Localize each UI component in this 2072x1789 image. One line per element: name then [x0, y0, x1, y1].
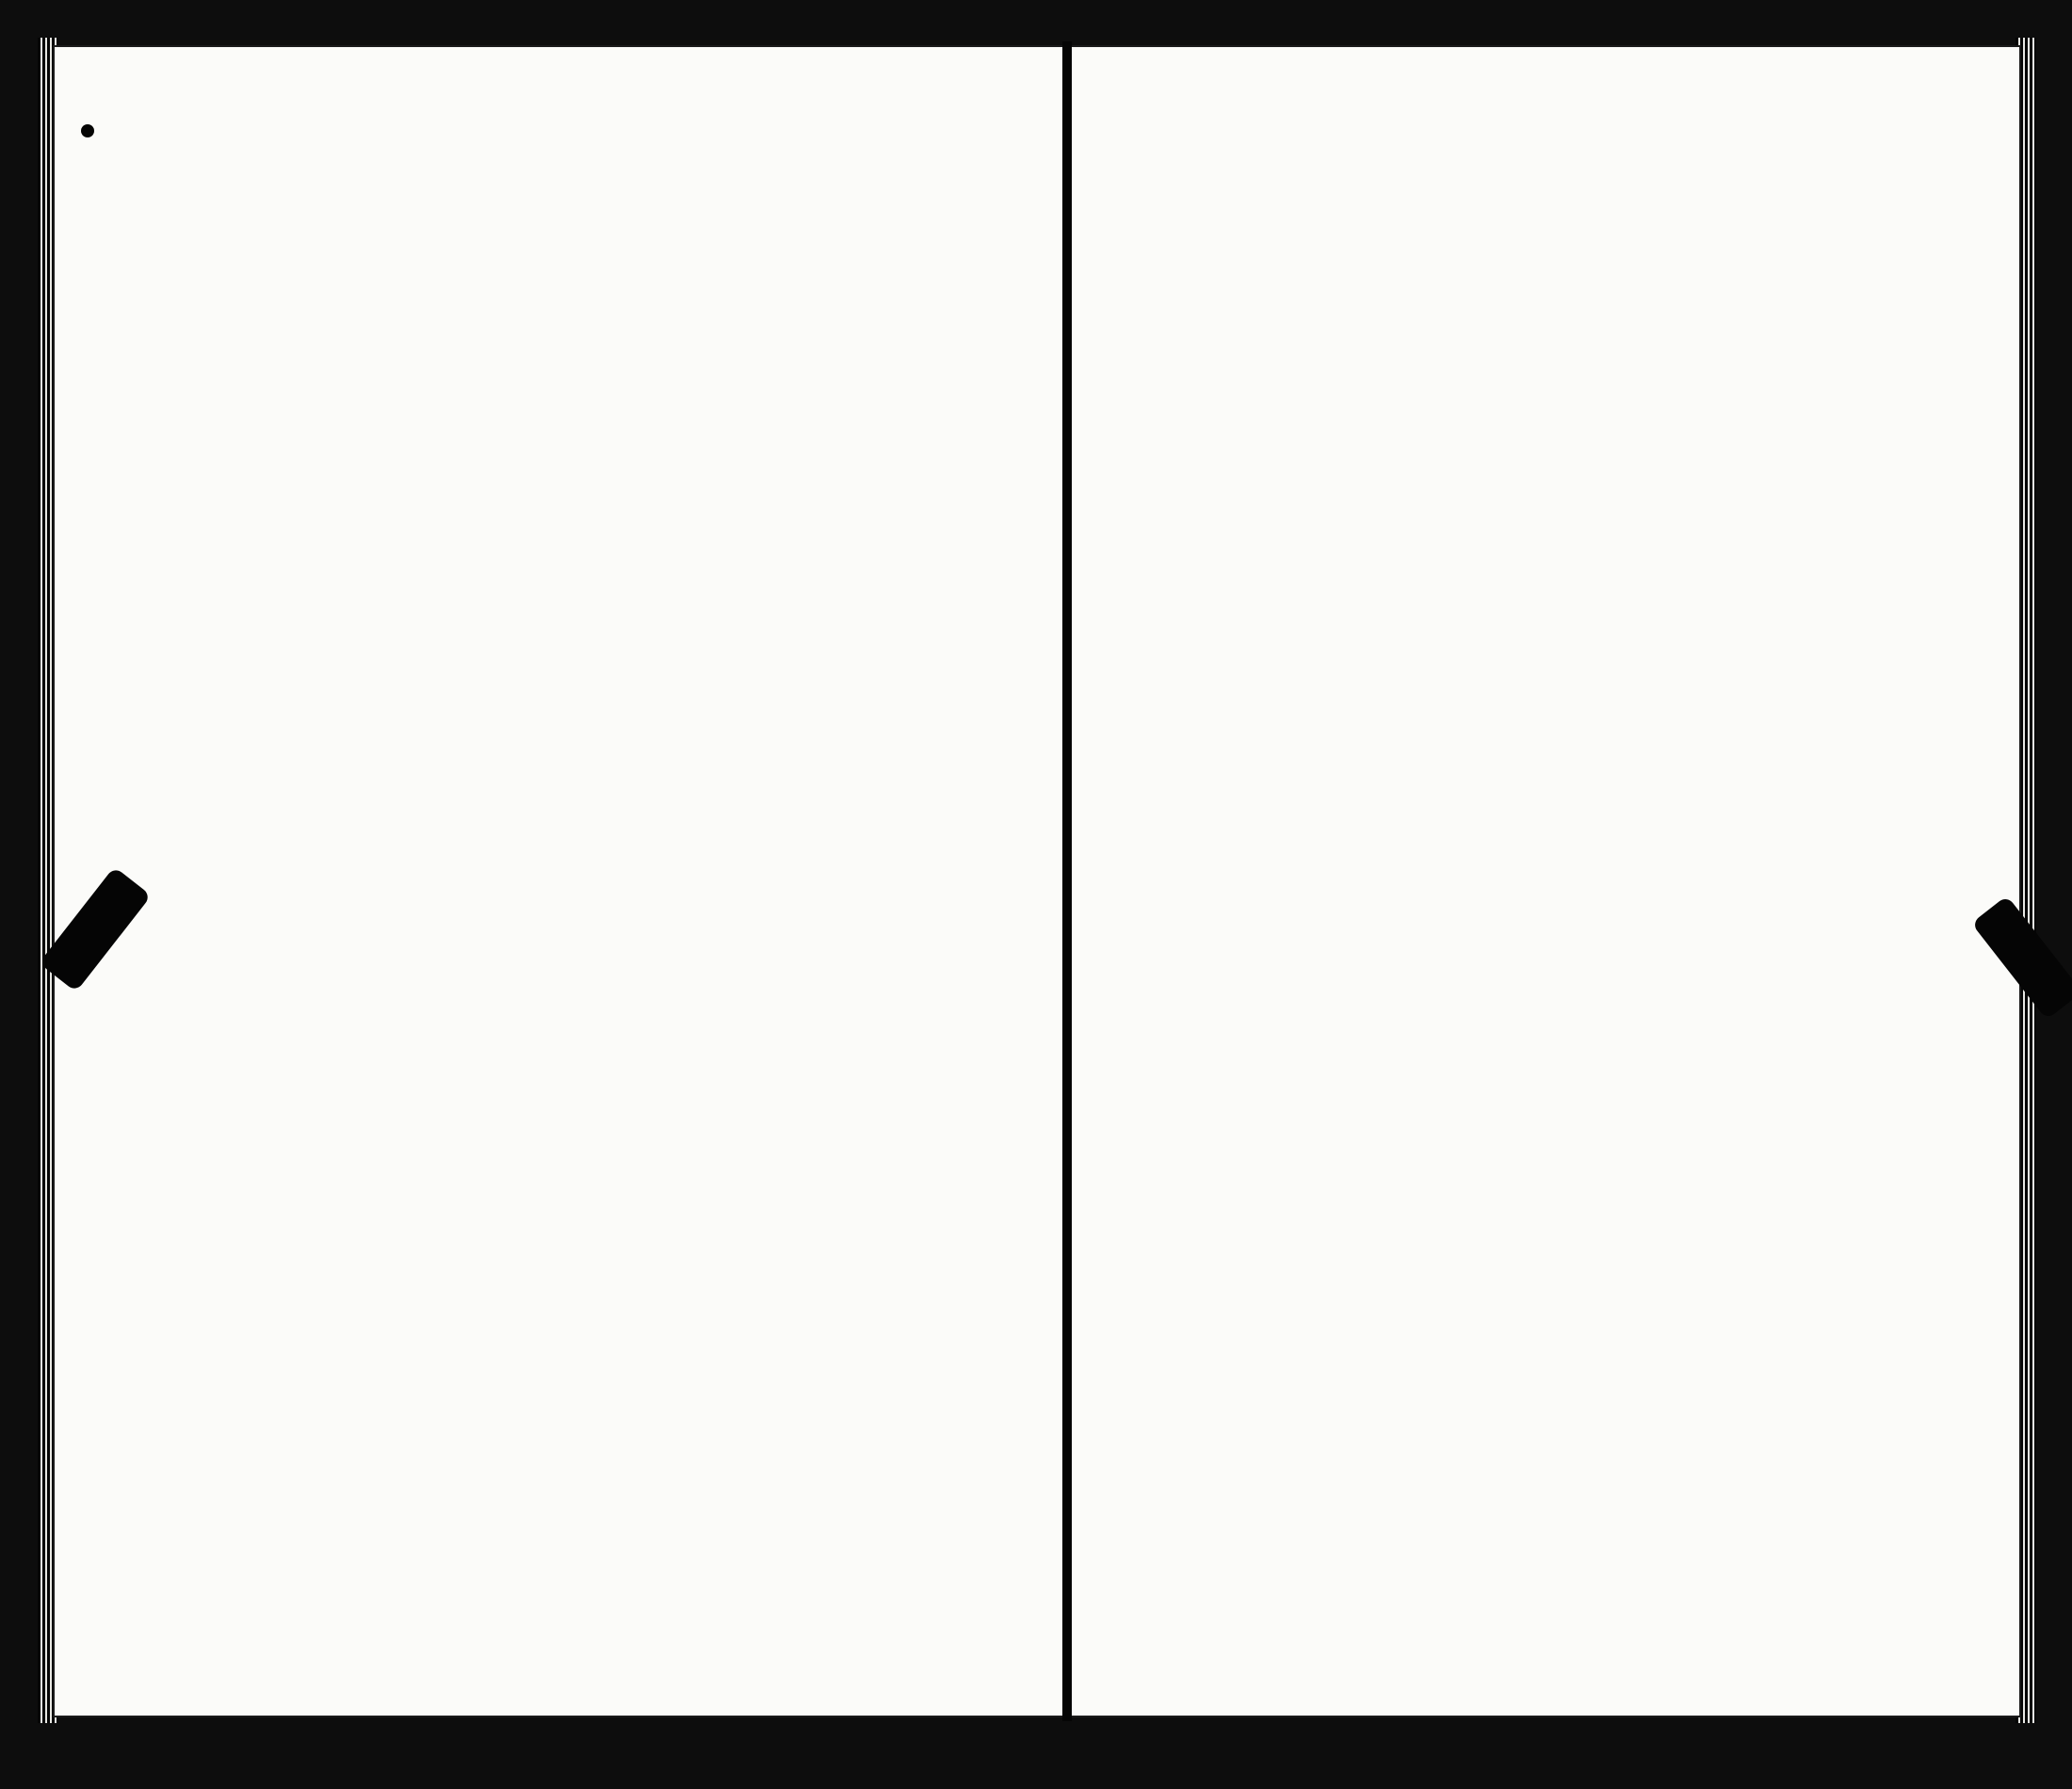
header-kommen-ifran: [552, 207, 646, 232]
book-spine: [1062, 41, 1072, 1721]
header-ar-och-datum: [414, 234, 486, 277]
left-page: [53, 45, 1066, 1717]
left-ruled-table: [53, 45, 1066, 1717]
header-sporsmal: [870, 234, 927, 250]
right-ruled-table: [1068, 45, 2021, 1717]
right-page: [1068, 45, 2021, 1717]
punch-hole: [81, 124, 94, 137]
